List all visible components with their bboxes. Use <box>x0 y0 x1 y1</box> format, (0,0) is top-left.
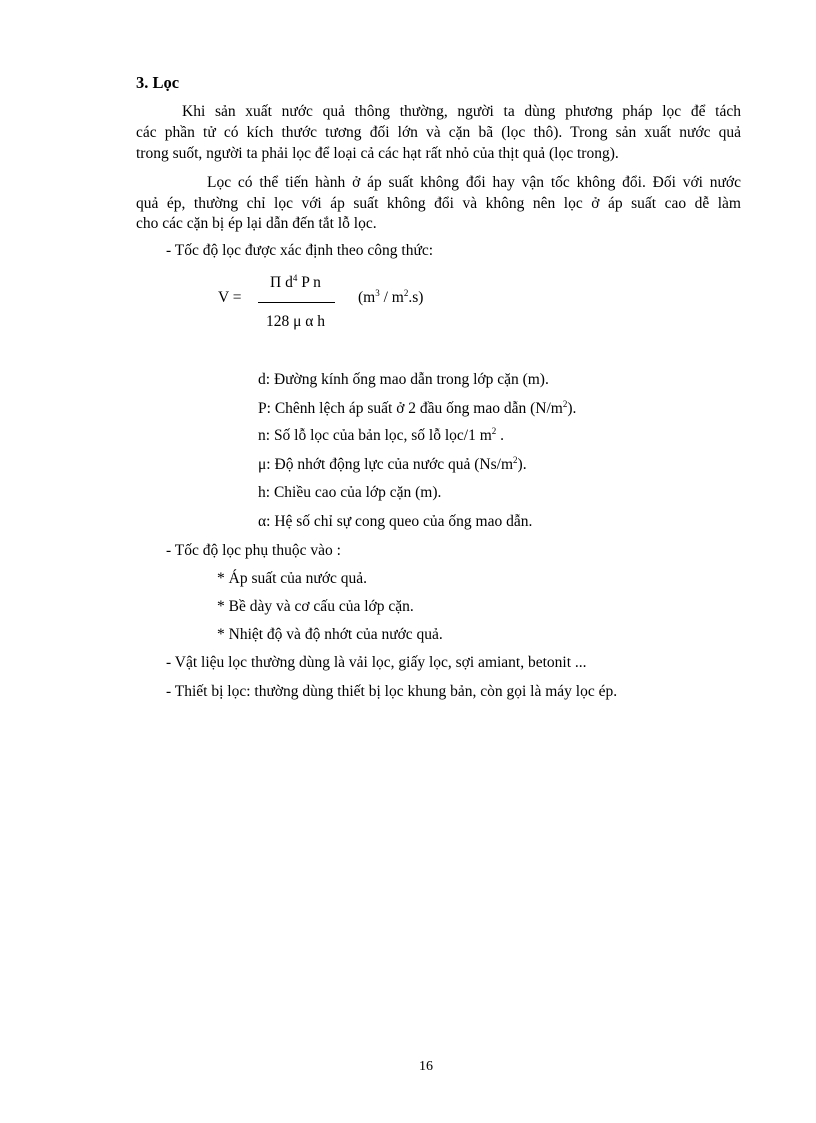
equipment-line: - Thiết bị lọc: thường dùng thiết bị lọc khung bản, còn gọi là máy lọc ép. <box>166 683 618 700</box>
variable-definition: α: Hệ số chỉ sự cong queo của ống mao dẫn. <box>258 513 533 530</box>
fraction-bar <box>258 302 335 303</box>
paragraph-line: Khi sản xuất nước quả thông thường, người ta dùng phương pháp lọc để tách <box>182 103 741 120</box>
paragraph-line: trong suốt, người ta phải lọc để loại cả các hạt rất nhỏ của thịt quả (lọc trong). <box>136 145 619 162</box>
formula-numerator: Π $d^4$ P n <box>270 273 321 291</box>
variable-definition: μ: Độ nhớt động lực của nước quả $(Ns/m^2)$. <box>258 455 527 473</box>
formula-unit: $(m^3 / m^2.s)$ <box>358 288 424 306</box>
variable-definition: d: Đường kính ống mao dẫn trong lớp cặn (m). <box>258 371 549 388</box>
formula-denominator: 128 μ α h <box>266 313 326 330</box>
materials-line: - Vật liệu lọc thường dùng là vải lọc, giấy lọc, sợi amiant, betonit ... <box>166 654 587 671</box>
formula-lhs: V = <box>218 289 242 306</box>
paragraph-line: cho các cặn bị ép lại dẫn đến tắt lỗ lọc. <box>136 215 377 232</box>
section-heading: 3. Lọc <box>136 73 180 92</box>
paragraph-line: các phần tử có kích thước tương đối lớn và cặn bã (lọc thô). Trong sản xuất nước quả <box>136 124 741 141</box>
list-item: * Bề dày và cơ cấu của lớp cặn. <box>217 598 414 615</box>
list-item: * Nhiệt độ và độ nhớt của nước quả. <box>217 626 443 643</box>
list-item: * Áp suất của nước quả. <box>217 570 368 587</box>
variable-definition: n: Số lỗ lọc của bản lọc, số lỗ lọc/1 $m^2$ . <box>258 426 505 444</box>
depends-intro: - Tốc độ lọc phụ thuộc vào : <box>166 542 341 559</box>
variable-definition: P: Chênh lệch áp suất ở 2 đầu ống mao dẫn $(N/m^2)$. <box>258 399 577 417</box>
speed-intro: - Tốc độ lọc được xác định theo công thức: <box>166 242 434 259</box>
paragraph-line: quả ép, thường chỉ lọc với áp suất không đổi và không nên lọc ở áp suất cao dễ làm <box>136 195 741 212</box>
variable-definition: h: Chiều cao của lớp cặn (m). <box>258 484 442 501</box>
page-number: 16 <box>419 1059 433 1074</box>
paragraph-line: Lọc có thể tiến hành ở áp suất không đổi hay vận tốc không đổi. Đối với nước <box>207 174 741 191</box>
